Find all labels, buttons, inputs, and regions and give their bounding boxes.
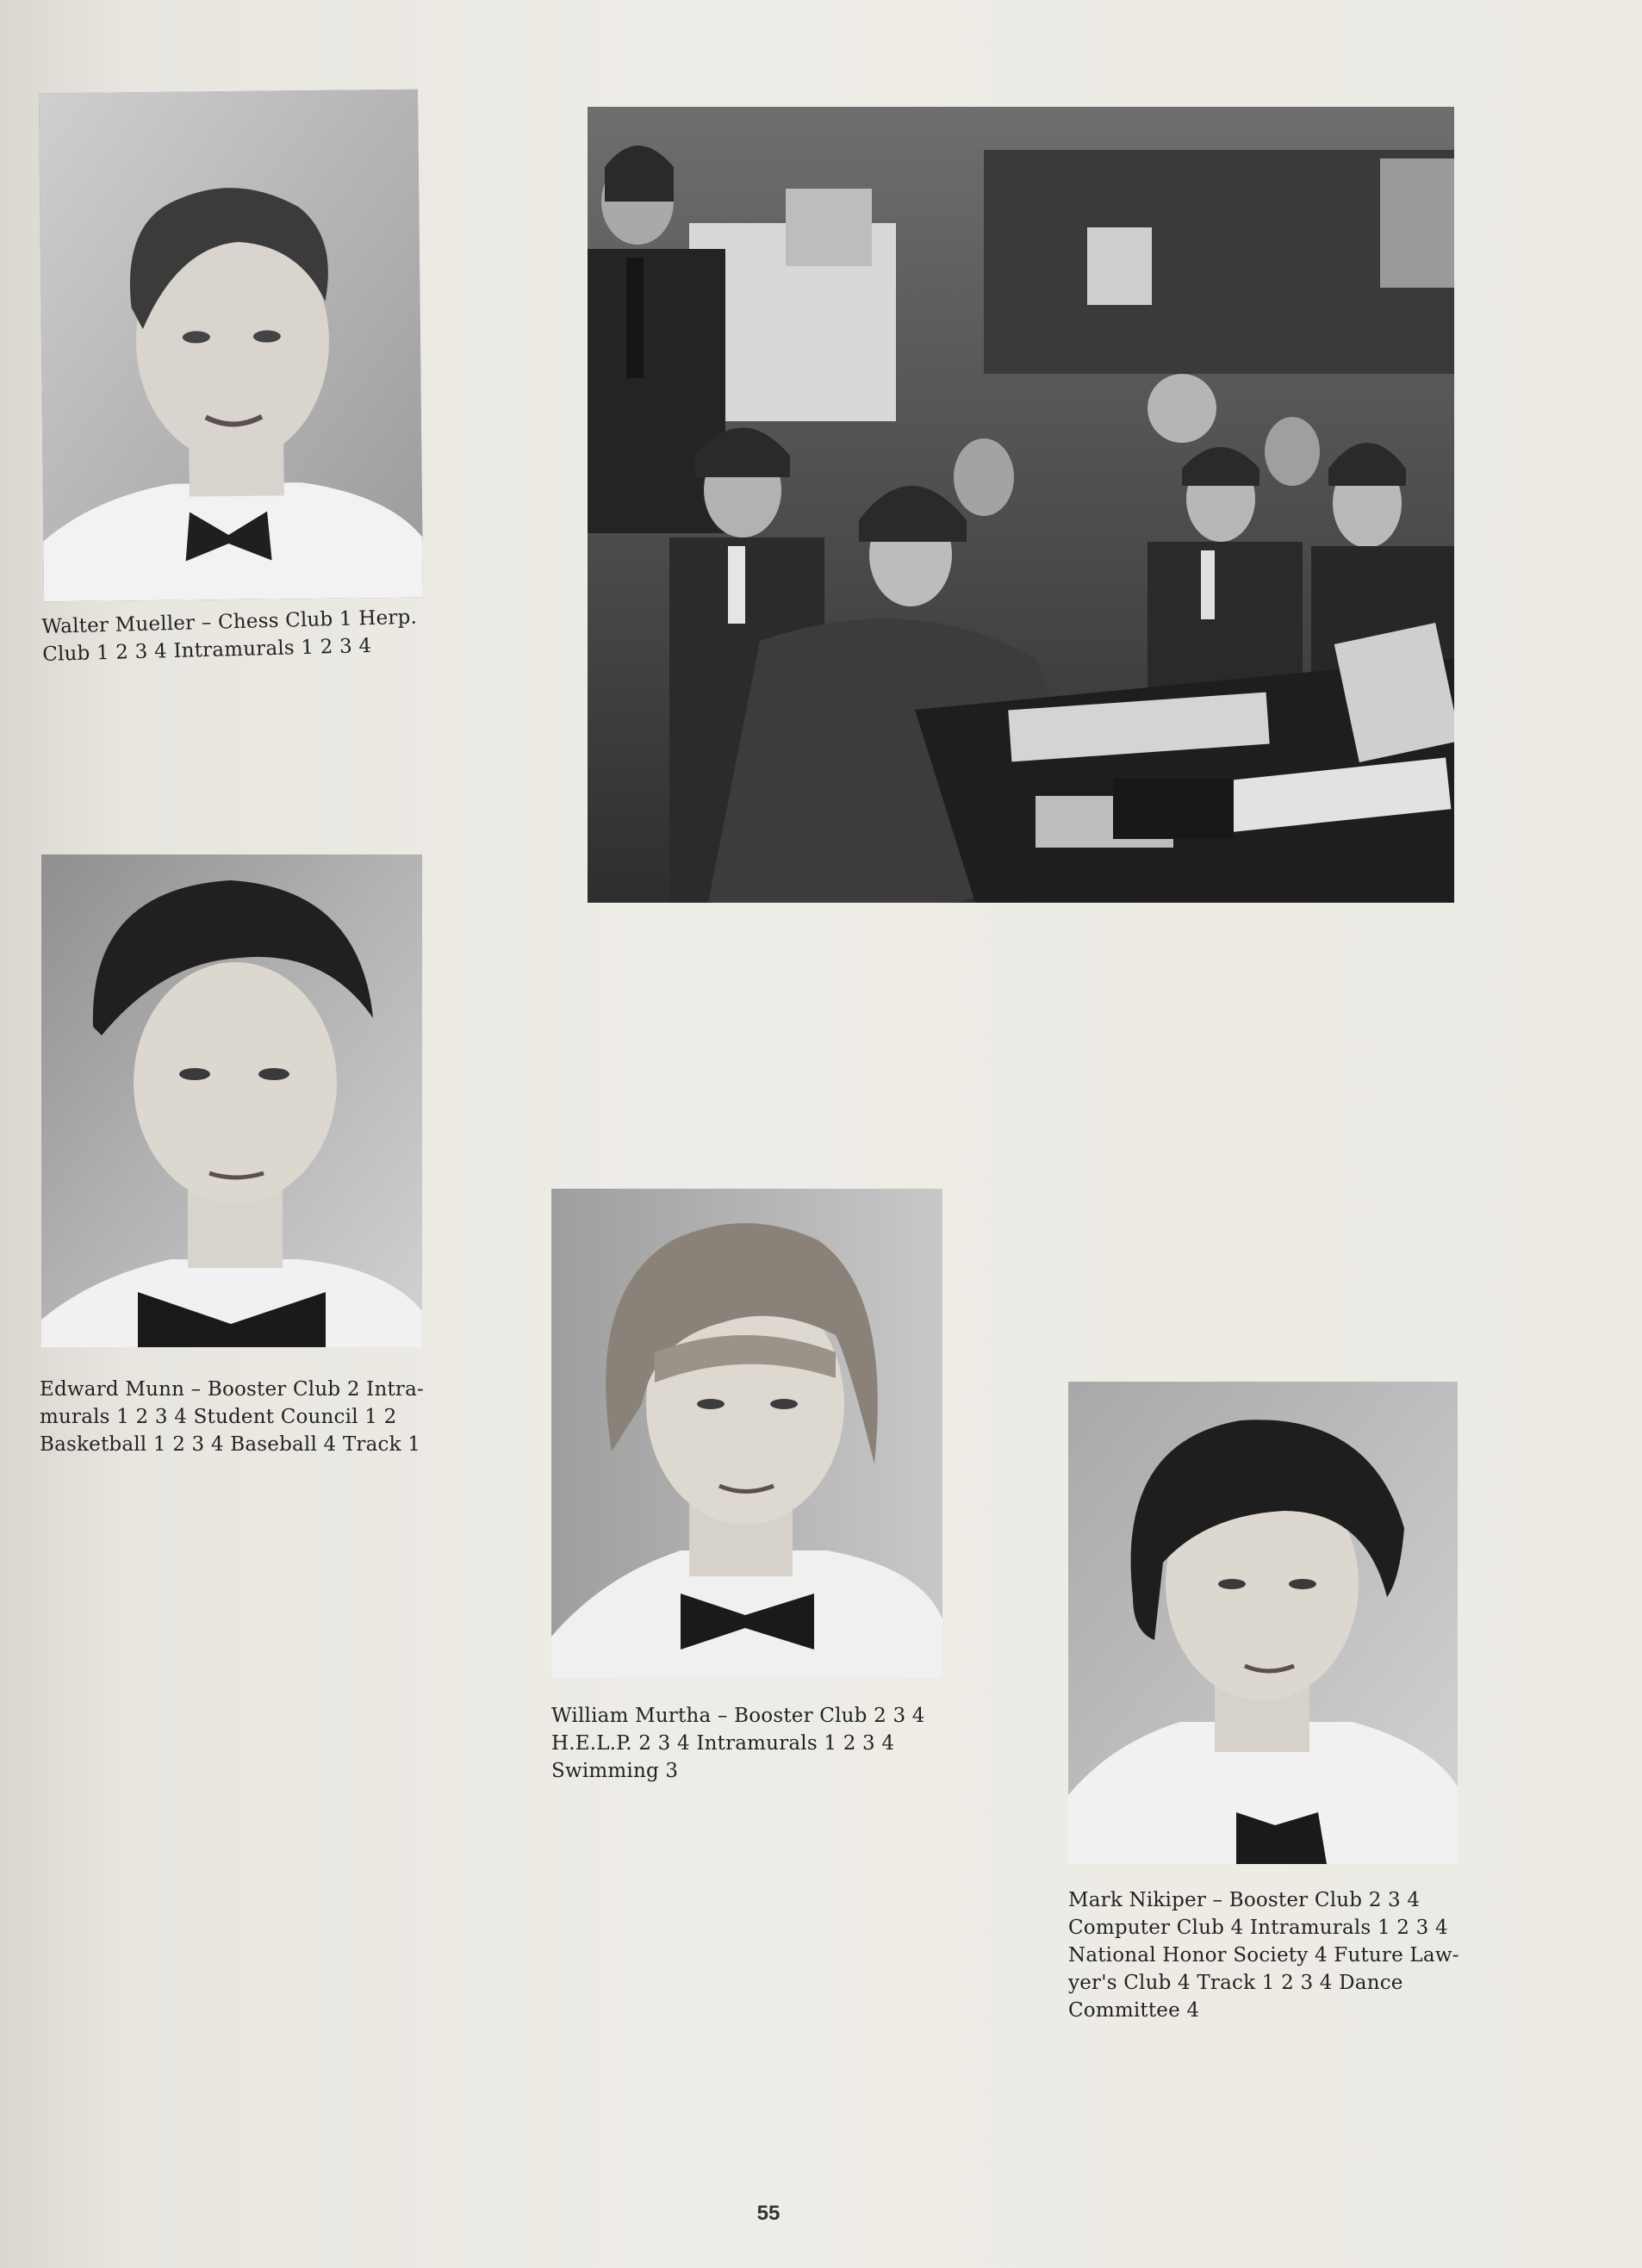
page-number: 55 <box>756 2202 781 2225</box>
caption-william-murtha <box>551 1702 925 1785</box>
caption-line: Basketball 1 2 3 4 Baseball 4 Track 1 <box>40 1433 421 1456</box>
caption-edward-munn <box>40 1376 424 1458</box>
caption-line: Walter Mueller – Chess Club 1 Herp. <box>41 606 418 638</box>
portrait-photo-edward-munn <box>41 854 422 1347</box>
portrait-photo-mark-nikiper <box>1068 1382 1458 1864</box>
group-photo-club <box>588 107 1454 903</box>
caption-line: Swimming 3 <box>551 1760 679 1782</box>
caption-walter-mueller <box>41 604 418 668</box>
caption-line: Mark Nikiper – Booster Club 2 3 4 <box>1068 1889 1421 1911</box>
caption-line: Club 1 2 3 4 Intramurals 1 2 3 4 <box>41 634 372 666</box>
caption-mark-nikiper <box>1068 1886 1459 2024</box>
caption-line: murals 1 2 3 4 Student Council 1 2 <box>40 1406 397 1428</box>
caption-line: Committee 4 <box>1068 1999 1200 2022</box>
caption-line: H.E.L.P. 2 3 4 Intramurals 1 2 3 4 <box>551 1732 895 1755</box>
caption-line: yer's Club 4 Track 1 2 3 4 Dance <box>1068 1972 1403 1994</box>
portrait-photo-walter-mueller <box>39 90 423 602</box>
caption-line: Computer Club 4 Intramurals 1 2 3 4 <box>1068 1917 1448 1939</box>
caption-line: William Murtha – Booster Club 2 3 4 <box>551 1705 925 1727</box>
caption-line: National Honor Society 4 Future Law- <box>1068 1944 1459 1967</box>
portrait-photo-william-murtha <box>551 1189 942 1678</box>
caption-line: Edward Munn – Booster Club 2 Intra- <box>40 1378 424 1401</box>
